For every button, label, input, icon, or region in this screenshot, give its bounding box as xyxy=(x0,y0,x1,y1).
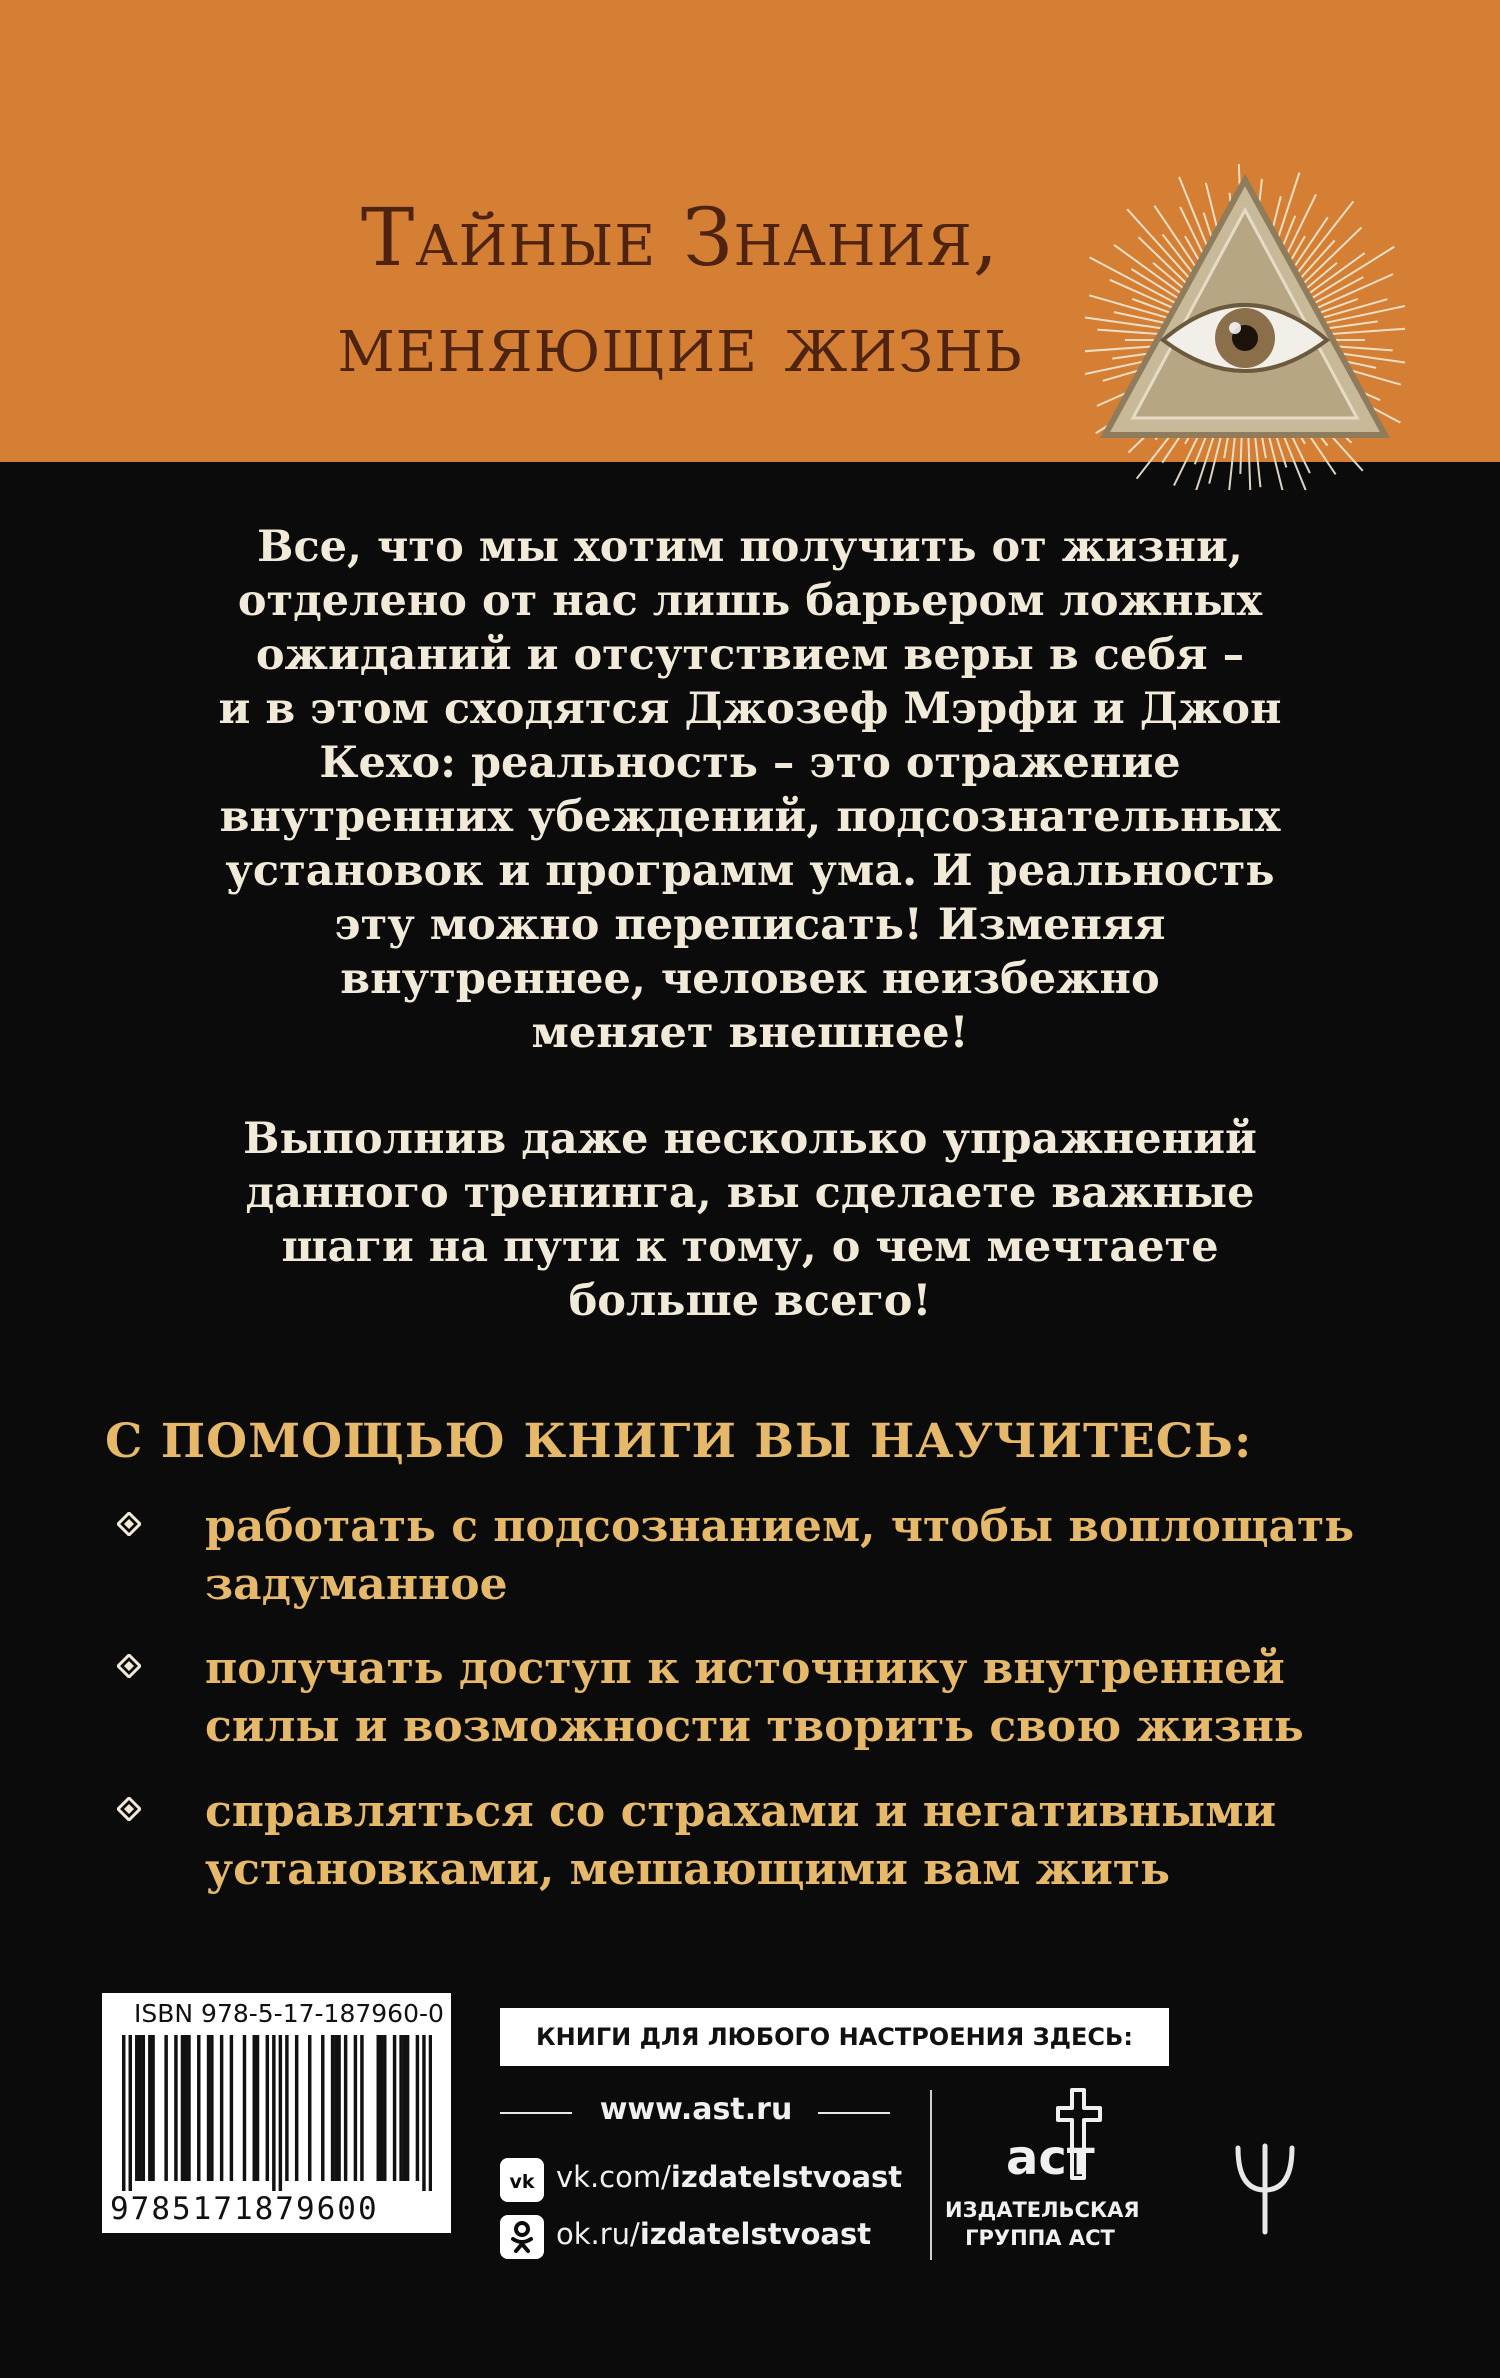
diamond-bullet-icon xyxy=(117,1512,141,1536)
barcode-bar xyxy=(416,2035,419,2181)
barcode-bar xyxy=(138,2035,141,2181)
ok-link-prefix: ok.ru/ xyxy=(556,2217,640,2251)
vk-icon xyxy=(500,2158,544,2202)
description-line: Кехо: реальность – это отражение xyxy=(319,738,1181,788)
barcode-bar xyxy=(230,2035,233,2181)
barcode-bar xyxy=(279,2035,282,2191)
barcode-bar xyxy=(187,2035,190,2181)
svg-text:vk: vk xyxy=(509,2171,535,2193)
barcode-bar xyxy=(344,2035,347,2181)
psi-icon xyxy=(1230,2138,1300,2238)
barcode-bar xyxy=(272,2035,275,2191)
barcode-bar xyxy=(295,2035,298,2181)
barcode-bar xyxy=(164,2035,167,2181)
publisher-caption-line: ИЗДАТЕЛЬСКАЯ xyxy=(945,2198,1140,2222)
barcode-bar xyxy=(135,2035,138,2181)
description-line: внутренних убеждений, подсознательных xyxy=(219,792,1281,842)
barcode-bar xyxy=(285,2035,288,2181)
ok-link-row[interactable] xyxy=(500,2215,920,2261)
ok-link-handle: izdatelstvoast xyxy=(639,2217,872,2251)
barcode-bar xyxy=(334,2035,337,2181)
barcode-bar xyxy=(331,2035,334,2181)
odnoklassniki-icon xyxy=(500,2215,544,2259)
description-line: внутреннее, человек неизбежно xyxy=(340,954,1160,1004)
barcode-bar xyxy=(151,2035,154,2181)
publisher-caption xyxy=(945,2196,1140,2252)
description-line: больше всего! xyxy=(568,1276,932,1326)
description-line: ожиданий и отсутствием веры в себя – xyxy=(255,630,1245,680)
vk-link-prefix: vk.com/ xyxy=(556,2160,671,2194)
all-seeing-eye-icon xyxy=(1085,140,1405,490)
isbn-label: ISBN 978-5-17-187960-0 xyxy=(134,1999,444,2028)
barcode-bar xyxy=(266,2035,269,2181)
website-rule-left xyxy=(500,2112,572,2114)
barcode-bar xyxy=(380,2035,383,2181)
barcode-bar xyxy=(220,2035,223,2181)
vk-link[interactable] xyxy=(556,2160,902,2194)
diamond-bullet-icon xyxy=(117,1654,141,1678)
barcode-bar xyxy=(256,2035,259,2181)
website-rule-right xyxy=(818,2112,890,2114)
barcode-bar xyxy=(207,2035,210,2181)
barcode-bar xyxy=(253,2035,256,2181)
series-title-line-1: Тайные Знания, xyxy=(360,191,1000,284)
ast-logo-text: аст xyxy=(1006,2130,1095,2186)
series-title-line-2: меняющие жизнь xyxy=(337,297,1023,390)
barcode-bar xyxy=(308,2035,311,2181)
promo-banner: КНИГИ ДЛЯ ЛЮБОГО НАСТРОЕНИЯ ЗДЕСЬ: xyxy=(500,2008,1169,2066)
learn-item-line: справляться со страхами и негативными xyxy=(205,1786,1277,1837)
learn-item-line: работать с подсознанием, чтобы воплощать xyxy=(205,1501,1355,1552)
publisher-divider xyxy=(930,2090,932,2260)
barcode-bar xyxy=(383,2035,386,2181)
learn-heading: С ПОМОЩЬЮ КНИГИ ВЫ НАУЧИТЕСЬ: xyxy=(105,1414,1253,1469)
barcode-bars xyxy=(122,2035,432,2191)
barcode-bar xyxy=(337,2035,340,2181)
website-row xyxy=(500,2088,900,2138)
series-title xyxy=(230,185,1130,397)
barcode-bar xyxy=(393,2035,396,2181)
website-link[interactable]: www.ast.ru xyxy=(599,2092,793,2127)
description-line: шаги на пути к тому, о чем мечтаете xyxy=(281,1222,1219,1272)
description-line: и в этом сходятся Джозеф Мэрфи и Джон xyxy=(218,684,1282,734)
barcode-bar xyxy=(422,2035,425,2191)
barcode-bar xyxy=(148,2035,151,2181)
barcode-bar xyxy=(360,2035,363,2181)
ok-link[interactable] xyxy=(556,2217,871,2251)
description-paragraph-1 xyxy=(110,520,1390,1060)
barcode-bar xyxy=(429,2035,432,2191)
diamond-bullet-icon xyxy=(117,1797,141,1821)
ast-logo xyxy=(960,2080,1140,2200)
barcode-bar xyxy=(210,2035,213,2181)
barcode-bar xyxy=(354,2035,357,2181)
barcode-bar xyxy=(174,2035,177,2181)
description-line: Выполнив даже несколько упражнений xyxy=(243,1114,1257,1164)
description-paragraph-2 xyxy=(110,1112,1390,1328)
vk-link-handle: izdatelstvoast xyxy=(670,2160,903,2194)
learn-item-line: задуманное xyxy=(205,1559,508,1610)
barcode-bar xyxy=(197,2035,200,2181)
barcode-bar xyxy=(181,2035,184,2181)
barcode-bar xyxy=(184,2035,187,2181)
barcode-bar xyxy=(377,2035,380,2181)
learn-item-line: установками, мешающими вам жить xyxy=(205,1844,1170,1895)
description-line: установок и программ ума. И реальность xyxy=(225,846,1275,896)
barcode-bar xyxy=(399,2035,402,2181)
barcode-bar xyxy=(129,2035,132,2191)
isbn-barcode xyxy=(102,1993,451,2233)
publisher-caption-line: ГРУППА АСТ xyxy=(965,2226,1115,2250)
description-line: Все, что мы хотим получить от жизни, xyxy=(257,522,1243,572)
learn-item-line: силы и возможности творить свою жизнь xyxy=(205,1701,1304,1752)
vk-link-row[interactable] xyxy=(500,2158,920,2204)
barcode-digits: 9785171879600 xyxy=(110,2191,379,2227)
description-line: данного тренинга, вы сделаете важные xyxy=(245,1168,1255,1218)
barcode-bar xyxy=(122,2035,125,2191)
barcode-bar xyxy=(243,2035,246,2181)
barcode-bar xyxy=(321,2035,324,2181)
description-line: эту можно переписать! Изменяя xyxy=(334,900,1166,950)
barcode-bar xyxy=(406,2035,409,2181)
barcode-bar xyxy=(142,2035,145,2181)
barcode-bar xyxy=(403,2035,406,2181)
description-line: отделено от нас лишь барьером ложных xyxy=(237,576,1263,626)
learn-item-line: получать доступ к источнику внутренней xyxy=(205,1643,1285,1694)
description-line: меняет внешнее! xyxy=(531,1008,969,1058)
